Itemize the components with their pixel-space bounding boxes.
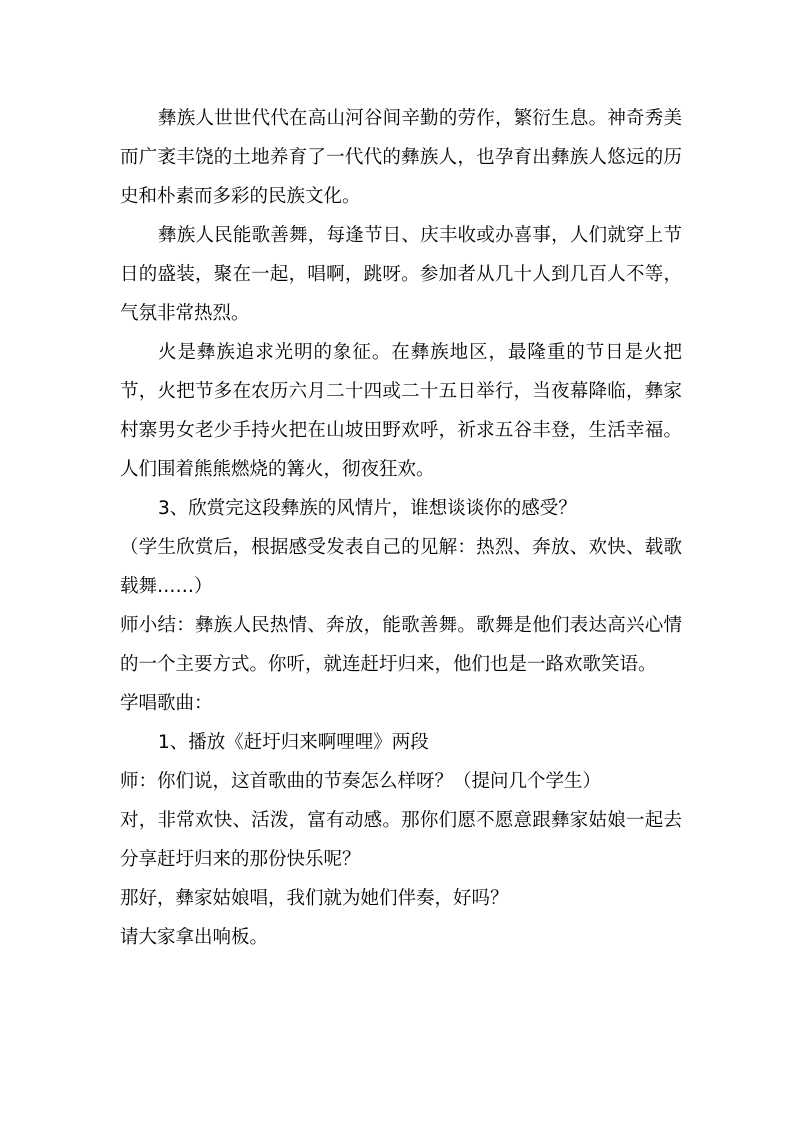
paragraph-teacher-summary: 师小结：彝族人民热情、奔放，能歌善舞。歌舞是他们表达高兴心情的一个主要方式。你听，就连赶圩归来，他们也是一路欢歌笑语。 — [120, 615, 682, 675]
section-heading-learn-song: 学唱歌曲： — [120, 693, 213, 714]
paragraph-question-feelings: 3、欣赏完这段彝族的风情片，谁想谈谈你的感受？ — [158, 498, 577, 519]
paragraph-singing-dancing: 彝族人民能歌善舞，每逢节日、庆丰收或办喜事，人们就穿上节日的盛装，聚在一起，唱啊，跳呀。参加者从几十人到几百人不等，气氛非常热烈。 — [120, 225, 682, 324]
paragraph-teacher-answer: 对，非常欢快、活泼，富有动感。那你们愿不愿意跟彝家姑娘一起去分享赶圩归来的那份快乐呢？ — [120, 810, 682, 870]
paragraph-play-song: 1、播放《赶圩归来啊哩哩》两段 — [158, 732, 429, 753]
paragraph-torch-festival: 火是彝族追求光明的象征。在彝族地区，最隆重的节日是火把节，火把节多在农历六月二十四或二十五日举行，当夜幕降临，彝家村寨男女老少手持火把在山坡田野欢呼，祈求五谷丰登，生活幸福。人们围着熊熊燃烧的篝火，彻夜狂欢。 — [120, 342, 682, 480]
paragraph-take-clappers: 请大家拿出响板。 — [120, 927, 269, 948]
paragraph-accompany: 那好，彝家姑娘唱，我们就为她们伴奏，好吗？ — [120, 888, 509, 909]
paragraph-teacher-question: 师：你们说，这首歌曲的节奏怎么样呀？（提问几个学生） — [120, 771, 602, 792]
paragraph-yi-people-intro: 彝族人世世代代在高山河谷间辛勤的劳作，繁衍生息。神奇秀美而广袤丰饶的土地养育了一代代的彝族人，也孕育出彝族人悠远的历史和朴素而多彩的民族文化。 — [120, 108, 682, 207]
document-body — [120, 99, 682, 957]
paragraph-student-response: （学生欣赏后，根据感受发表自己的见解：热烈、奔放、欢快、载歌载舞……） — [120, 537, 682, 597]
